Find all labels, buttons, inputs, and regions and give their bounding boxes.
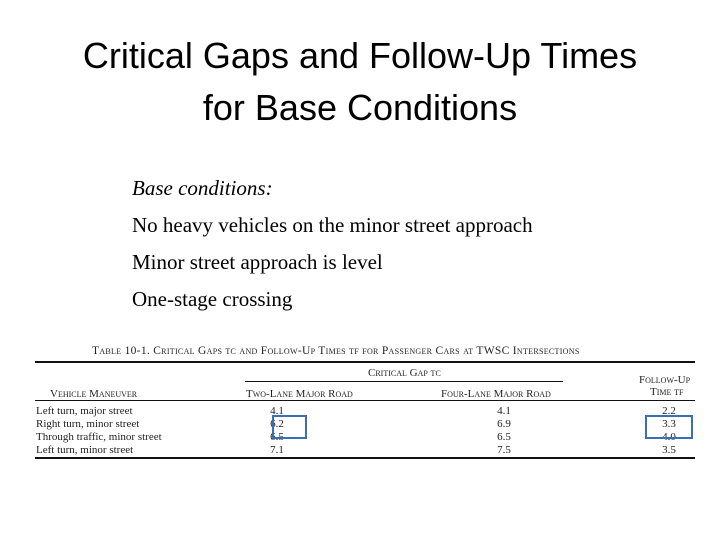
table-caption: Table 10-1. Critical Gaps tc and Follow-Up Times tf for Passenger Cars at TWSC Intersections [92, 345, 580, 357]
base-conditions-heading: Base conditions: [132, 176, 273, 200]
table-cell-four-lane: 6.5 [497, 431, 511, 443]
table-bottom-rule [35, 457, 695, 459]
table-row-maneuver: Left turn, major street [36, 405, 133, 417]
critical-gap-group-header: Critical Gap tc [368, 367, 441, 379]
table-cell-follow-up: 3.3 [662, 418, 676, 430]
header-rule [35, 400, 695, 401]
group-header-rule [245, 381, 563, 382]
table-row-maneuver: Right turn, minor street [36, 418, 140, 430]
title-line-2: for Base Conditions [202, 87, 518, 128]
follow-up-header-line1: Follow-Up [639, 374, 691, 386]
table-cell-follow-up: 3.5 [662, 444, 676, 456]
table-cell-four-lane: 6.9 [497, 418, 511, 430]
four-lane-header: Four-Lane Major Road [441, 388, 551, 400]
table-cell-two-lane: 7.1 [270, 444, 284, 456]
table-row-maneuver: Left turn, minor street [36, 444, 134, 456]
vehicle-maneuver-header: Vehicle Maneuver [50, 388, 138, 400]
table-cell-four-lane: 4.1 [497, 405, 511, 417]
table-cell-two-lane: 6.5 [270, 431, 284, 443]
two-lane-highlight-box [272, 415, 307, 439]
table-cell-two-lane: 4.1 [270, 405, 284, 417]
base-condition-item: One-stage crossing [132, 287, 293, 311]
table-top-rule [35, 361, 695, 363]
table-cell-follow-up: 4.0 [662, 431, 676, 443]
follow-up-header-line2: Time tf [650, 386, 684, 398]
base-condition-item: Minor street approach is level [132, 250, 383, 274]
follow-up-highlight-box [645, 415, 693, 439]
table-cell-follow-up: 2.2 [662, 405, 676, 417]
base-condition-item: No heavy vehicles on the minor street approach [132, 213, 533, 237]
table-row-maneuver: Through traffic, minor street [36, 431, 162, 443]
table-cell-four-lane: 7.5 [497, 444, 511, 456]
two-lane-header: Two-Lane Major Road [246, 388, 353, 400]
title-line-1: Critical Gaps and Follow-Up Times [82, 35, 638, 76]
table-cell-two-lane: 6.2 [270, 418, 284, 430]
